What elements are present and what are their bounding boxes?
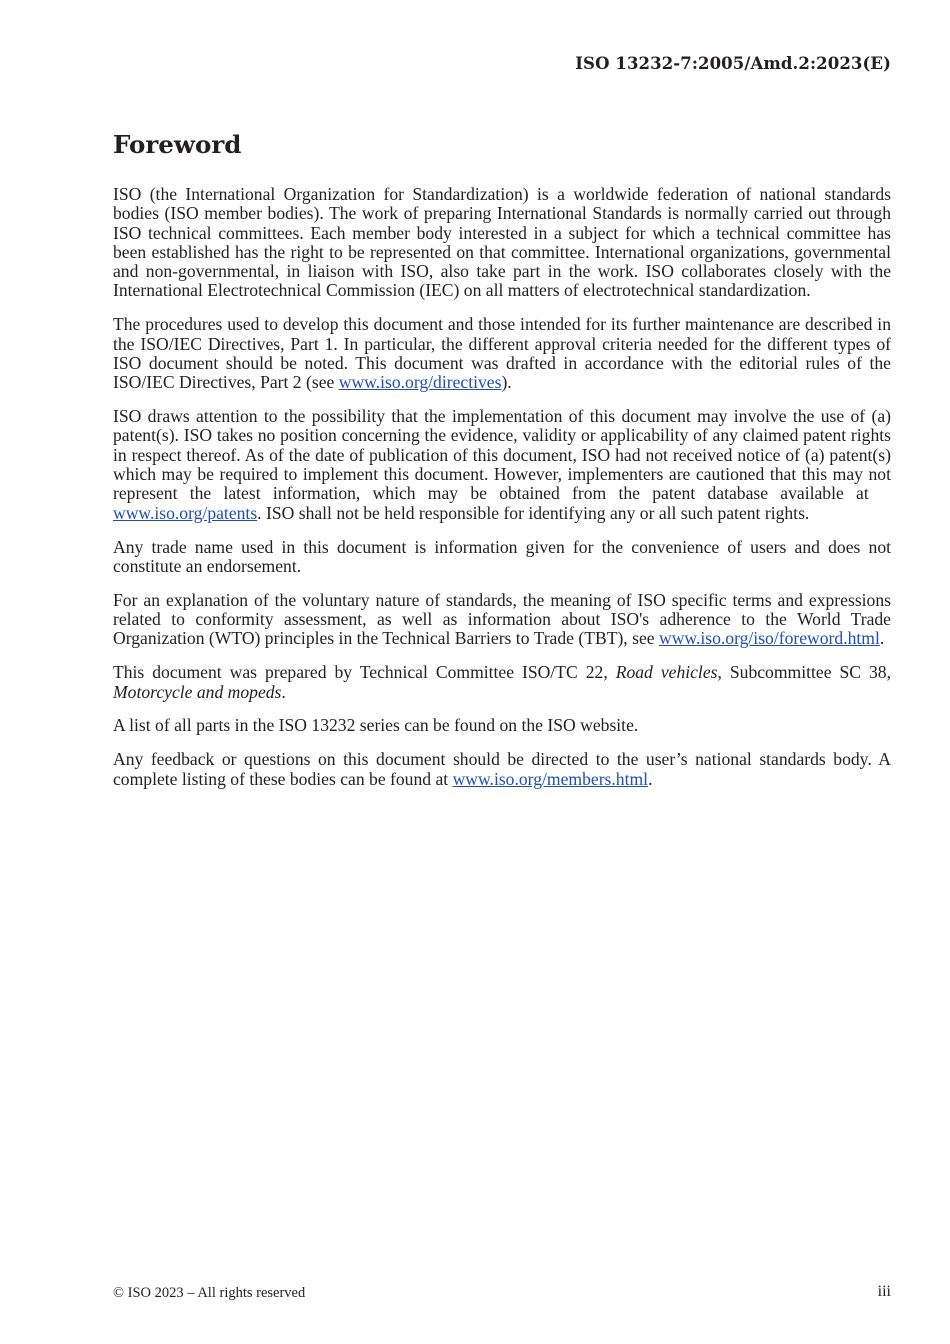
paragraph-feedback: [113, 750, 891, 789]
paragraph-procedures: [113, 315, 891, 392]
copyright-notice: © ISO 2023 – All rights reserved: [113, 1285, 306, 1301]
paragraph-iso-overview: ISO (the International Organization for Standardization) is a worldwide federation of national standards bodies (ISO member bodies). The work of preparing International Standards is normally carried out through ISO technical committees. Each member body interested in a subject for which a technical committee has been established has the right to be represented on that committee. International organizations, governmental and non-governmental, in liaison with ISO, also take part in the work. ISO collaborates closely with the International Electrotechnical Commission (IEC) on all matters of electrotechnical standardization.: [113, 184, 891, 301]
foreword-body: [113, 185, 891, 803]
paragraph-text: ISO draws attention to the possibility that the implementation of this document may involve the use of (a) patent(s). ISO takes no position concerning the evidence, validity or applicability of any claimed patent rights in respect thereof. As of the date of publication of this document, ISO had not received notice of (a) patent(s) which may be required to implement this document. However, implementers are cautioned that this may not represent the latest information, which may be obtained from the patent database available at: [113, 406, 891, 504]
directives-link[interactable]: www.iso.org/directives: [338, 372, 502, 393]
paragraph-text: . ISO shall not be held responsible for identifying any or all such patent rights.: [257, 502, 810, 523]
members-link[interactable]: www.iso.org/members.html: [452, 768, 649, 789]
paragraph-text: .: [648, 768, 653, 789]
paragraph-committee: [113, 663, 891, 702]
committee-title: Road vehicles: [615, 662, 718, 683]
paragraph-series-list: A list of all parts in the ISO 13232 series can be found on the ISO website.: [113, 715, 639, 736]
paragraph-text: .: [281, 681, 286, 702]
paragraph-text: This document was prepared by Technical Committee ISO/TC 22,: [113, 662, 616, 683]
document-identifier: ISO 13232-7:2005/Amd.2:2023(E): [575, 54, 891, 73]
patents-link[interactable]: www.iso.org/patents: [113, 502, 258, 523]
paragraph-text: For an explanation of the voluntary nature of standards, the meaning of ISO specific terms and expressions related to conformity assessment, as well as information about ISO's adherence to the World Trade Organization (WTO) principles in the Technical Barriers to Trade (TBT), see: [113, 589, 891, 649]
page-title: Foreword: [113, 130, 242, 159]
page-number: iii: [877, 1283, 891, 1300]
paragraph-voluntary-nature: [113, 591, 891, 649]
paragraph-text: .: [879, 628, 885, 649]
subcommittee-title: Motorcycle and mopeds: [113, 681, 282, 702]
paragraph-text: Any feedback or questions on this document should be directed to the user’s national standards body. A complete listing of these bodies can be found at: [113, 749, 891, 789]
foreword-link[interactable]: www.iso.org/iso/foreword.html: [658, 628, 880, 649]
paragraph-text: The procedures used to develop this document and those intended for its further maintenance are described in the ISO/IEC Directives, Part 1. In particular, the different approval criteria needed for the different types of ISO document should be noted. This document was drafted in accordance with the editorial rules of the ISO/IEC Directives, Part 2 (see: [113, 314, 891, 393]
paragraph-text: , Subcommittee SC 38,: [717, 662, 891, 683]
paragraph-text: ).: [501, 372, 512, 393]
paragraph-patents: [113, 407, 891, 523]
paragraph-trade-name: Any trade name used in this document is information given for the convenience of users and does not constitute an endorsement.: [113, 536, 891, 576]
